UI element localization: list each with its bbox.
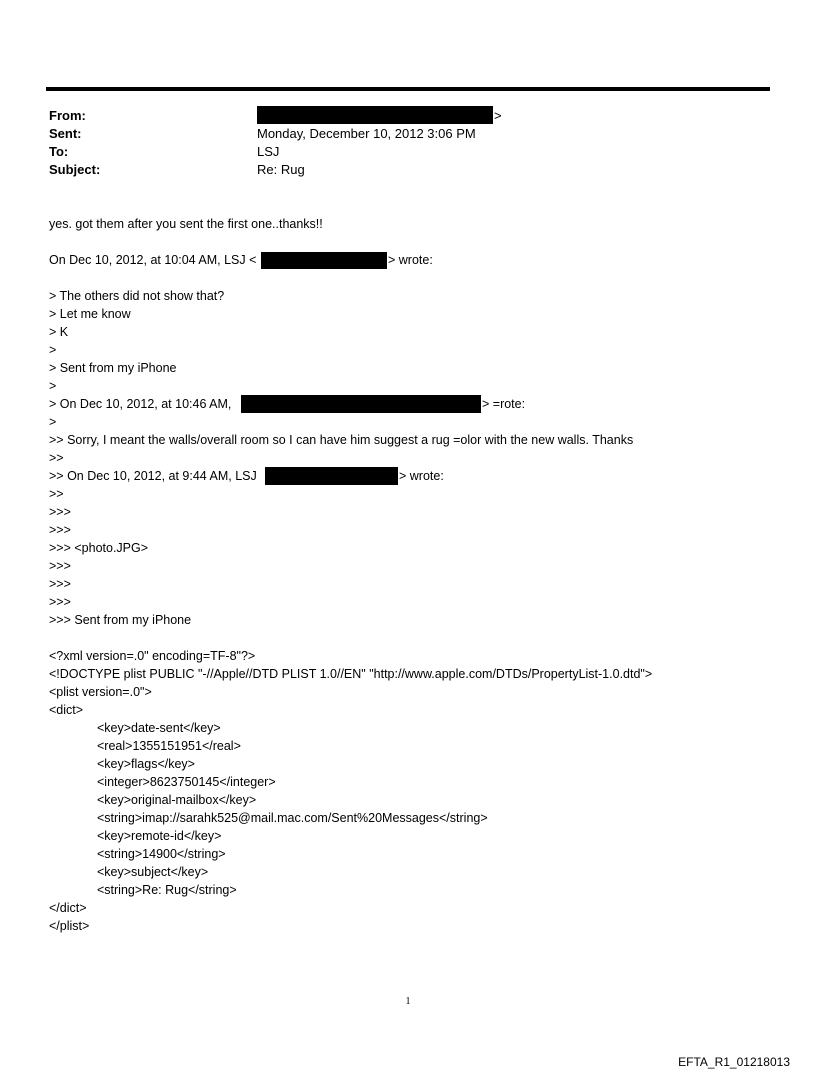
attribution-text: > =rote: [482,397,526,411]
to-label: To: [49,144,69,159]
redaction-bar [265,467,398,485]
quoted-line: > [49,415,57,429]
redaction-bar [261,252,387,269]
subject-value: Re: Rug [257,162,305,177]
page-number: 1 [405,996,411,1007]
attribution-line [49,252,256,268]
quoted-line: >>> [49,595,71,609]
sent-label: Sent: [49,126,82,141]
attribution-text: On Dec 10, 2012, at 10:04 AM, LSJ < [49,253,257,267]
quoted-line: > The others did not show that? [49,289,225,303]
xml-line: <key>date-sent</key> [97,721,221,735]
attribution-text: > wrote: [388,253,433,267]
quoted-line: >> [49,451,64,465]
xml-line: <key>flags</key> [97,757,195,771]
redaction-bar [257,106,493,124]
reply-text: yes. got them after you sent the first one..thanks!! [49,217,323,231]
quoted-line: > K [49,325,69,339]
quoted-line: >>> [49,559,71,573]
attribution-text: > On Dec 10, 2012, at 10:46 AM, [49,397,232,411]
quoted-line: >>> Sent from my iPhone [49,613,192,627]
xml-line: <key>remote-id</key> [97,829,222,843]
bates-number: EFTA_R1_01218013 [678,1055,790,1069]
header-rule [46,87,770,91]
xml-line: <plist version=.0"> [49,685,152,699]
xml-line: </plist> [49,919,90,933]
xml-line: <?xml version=.0" encoding=TF-8"?> [49,649,256,663]
quoted-line: >> [49,487,64,501]
quoted-line: >>> [49,577,71,591]
quoted-line: >>> [49,505,71,519]
quoted-line: >>> [49,523,71,537]
xml-line: </dict> [49,901,87,915]
xml-line: <!DOCTYPE plist PUBLIC "-//Apple//DTD PLIST 1.0//EN" "http://www.apple.com/DTDs/PropertyList-1.0.dtd"> [49,667,653,681]
from-value: > [494,108,502,123]
redaction-bar [241,395,481,413]
xml-line: <key>subject</key> [97,865,209,879]
quoted-line: > Sent from my iPhone [49,361,177,375]
quoted-line: >>> <photo.JPG> [49,541,149,555]
xml-line: <string>14900</string> [97,847,226,861]
attribution-text: > wrote: [399,469,444,483]
xml-line: <string>imap://sarahk525@mail.mac.com/Sent%20Messages</string> [97,811,488,825]
xml-line: <real>1355151951</real> [97,739,241,753]
quoted-line: > [49,379,57,393]
quoted-line: > [49,343,57,357]
xml-line: <string>Re: Rug</string> [97,883,237,897]
attribution-text: >> On Dec 10, 2012, at 9:44 AM, LSJ [49,469,257,483]
from-label: From: [49,108,86,123]
xml-line: <dict> [49,703,84,717]
sent-value: Monday, December 10, 2012 3:06 PM [257,126,476,141]
to-value: LSJ [257,144,280,159]
xml-line: <integer>8623750145</integer> [97,775,276,789]
subject-label: Subject: [49,162,101,177]
quoted-line: >> Sorry, I meant the walls/overall room so I can have him suggest a rug =olor with the new walls. Thanks [49,433,634,447]
quoted-line: > Let me know [49,307,131,321]
xml-line: <key>original-mailbox</key> [97,793,257,807]
